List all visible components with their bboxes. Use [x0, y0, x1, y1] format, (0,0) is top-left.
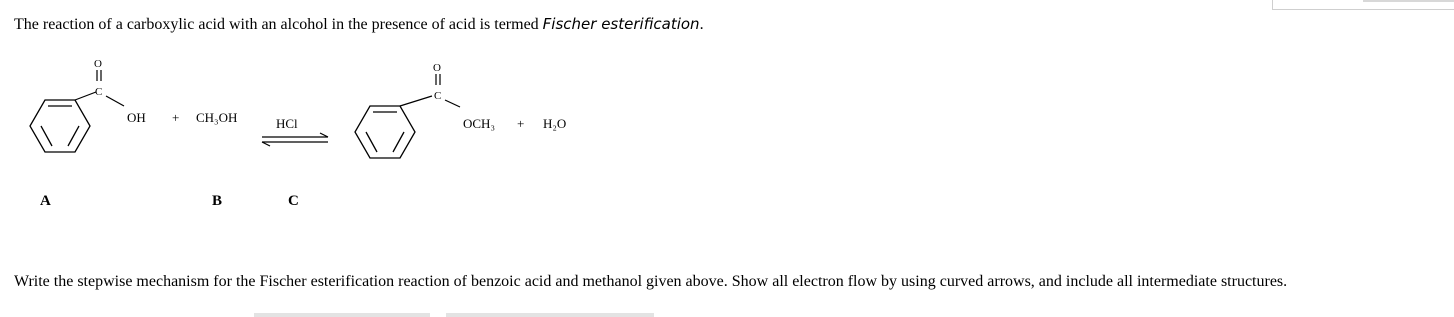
reaction-scheme [0, 50, 620, 215]
carbonyl-carbon-product: C [434, 90, 442, 102]
question-paragraph: Write the stepwise mechanism for the Fischer esterification reaction of benzoic acid and methanol given above. Show all electron flow by using curved arrows, and include all intermediate structures. [14, 273, 1288, 290]
methoxy-group: OCH₃ [463, 116, 495, 131]
bottom-tab-1[interactable] [254, 313, 430, 317]
benzene-ring-product [355, 106, 415, 158]
carbonyl-oxygen-product: O [433, 62, 441, 74]
plus-sign-2: + [517, 116, 525, 131]
carbonyl-oxygen-a: O [94, 58, 102, 70]
methanol-formula: CH₃OH [196, 110, 238, 125]
carbonyl-carbon-a: C [95, 86, 103, 98]
plus-sign-1: + [172, 110, 180, 125]
hydroxyl-group: OH [127, 110, 146, 125]
intro-paragraph [14, 14, 704, 35]
intro-end: . [699, 16, 704, 33]
equilibrium-arrows [262, 133, 328, 146]
intro-text: The reaction of a carboxylic acid with an alcohol in the presence of acid is termed [14, 16, 543, 33]
benzene-ring-a [30, 100, 90, 152]
label-b: B [212, 193, 223, 209]
label-a: A [40, 193, 51, 209]
top-right-input-indicator [1363, 0, 1454, 2]
intro-term: Fischer esterification [542, 15, 700, 33]
top-right-input-box[interactable] [1272, 0, 1454, 10]
catalyst-label: HCl [276, 116, 298, 131]
bottom-tab-2[interactable] [446, 313, 654, 317]
carbonyl-bonds-product [400, 74, 460, 107]
label-c: C [288, 193, 299, 209]
water-formula: H₂O [543, 116, 567, 131]
